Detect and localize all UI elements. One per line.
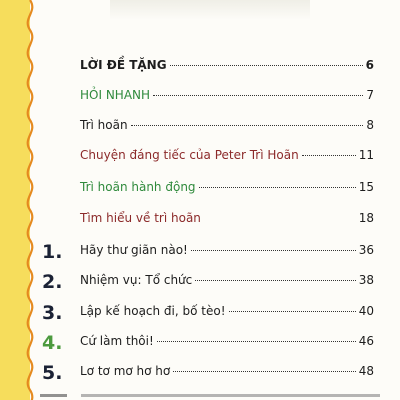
toc-entry-page: 15 <box>358 180 374 194</box>
toc-entry-learn-about <box>80 211 374 233</box>
toc-entry-procrastination-action <box>80 180 374 202</box>
dot-leader <box>195 280 355 281</box>
dot-leader <box>302 155 356 156</box>
toc-entry-title: Tìm hiểu về trì hoãn <box>80 211 201 225</box>
toc-entry-title: HỎI NHANH <box>80 88 151 102</box>
toc-entry-page: 6 <box>365 58 374 72</box>
toc-chapter-2 <box>80 273 374 295</box>
toc-entry-page: 40 <box>358 304 374 318</box>
toc-entry-page: 18 <box>358 211 374 225</box>
toc-entry-quick-questions <box>80 88 374 110</box>
dot-leader <box>157 341 356 342</box>
toc-entry-title: Nhiệm vụ: Tổ chức <box>80 273 193 287</box>
chapter-number: 1. <box>42 241 63 263</box>
toc-entry-title: Chuyện đáng tiếc của Peter Trì Hoãn <box>80 148 299 162</box>
chapter-number: 3. <box>42 302 63 324</box>
toc-entry-page: 36 <box>358 243 374 257</box>
toc-chapter-1 <box>80 243 374 265</box>
toc-entry-title: Lập kế hoạch đi, bố tèo! <box>80 304 226 318</box>
toc-chapter-3 <box>80 304 374 326</box>
toc-entry-title: Cứ làm thôi! <box>80 334 154 348</box>
toc-entry-page: 11 <box>358 148 374 162</box>
dot-leader <box>229 311 356 312</box>
toc-entry-page: 48 <box>358 364 374 378</box>
toc-chapter-5 <box>80 364 374 386</box>
toc-entry-peter-story <box>80 148 374 170</box>
toc-entry-procrastination <box>80 118 374 140</box>
cut-off-text-fragment <box>40 394 380 397</box>
dot-leader <box>173 371 355 372</box>
cut-off-next-entry <box>40 394 380 400</box>
chapter-number: 2. <box>42 271 63 293</box>
toc-entry-title: Trì hoãn hành động <box>80 180 196 194</box>
chapter-number: 5. <box>42 362 63 384</box>
toc-entry-page: 46 <box>358 334 374 348</box>
toc-entry-page: 7 <box>366 88 374 102</box>
dot-leader <box>199 187 356 188</box>
dot-leader <box>153 95 363 96</box>
toc-chapter-4 <box>80 334 374 356</box>
dot-leader <box>204 218 356 219</box>
toc-entry-page: 8 <box>366 118 374 132</box>
toc-entry-title: Lơ tơ mơ hơ hơ <box>80 364 171 378</box>
toc-entry-title: LỜI ĐỀ TẶNG <box>80 58 167 72</box>
toc-entry-title: Hãy thư giãn nào! <box>80 243 188 257</box>
dot-leader <box>131 125 364 126</box>
toc-entry-page: 38 <box>358 273 374 287</box>
dot-leader <box>191 250 356 251</box>
toc-entry-dedication <box>80 58 374 80</box>
dot-leader <box>170 65 363 66</box>
chapter-number: 4. <box>42 332 63 354</box>
toc-entry-title: Trì hoãn <box>80 118 128 132</box>
